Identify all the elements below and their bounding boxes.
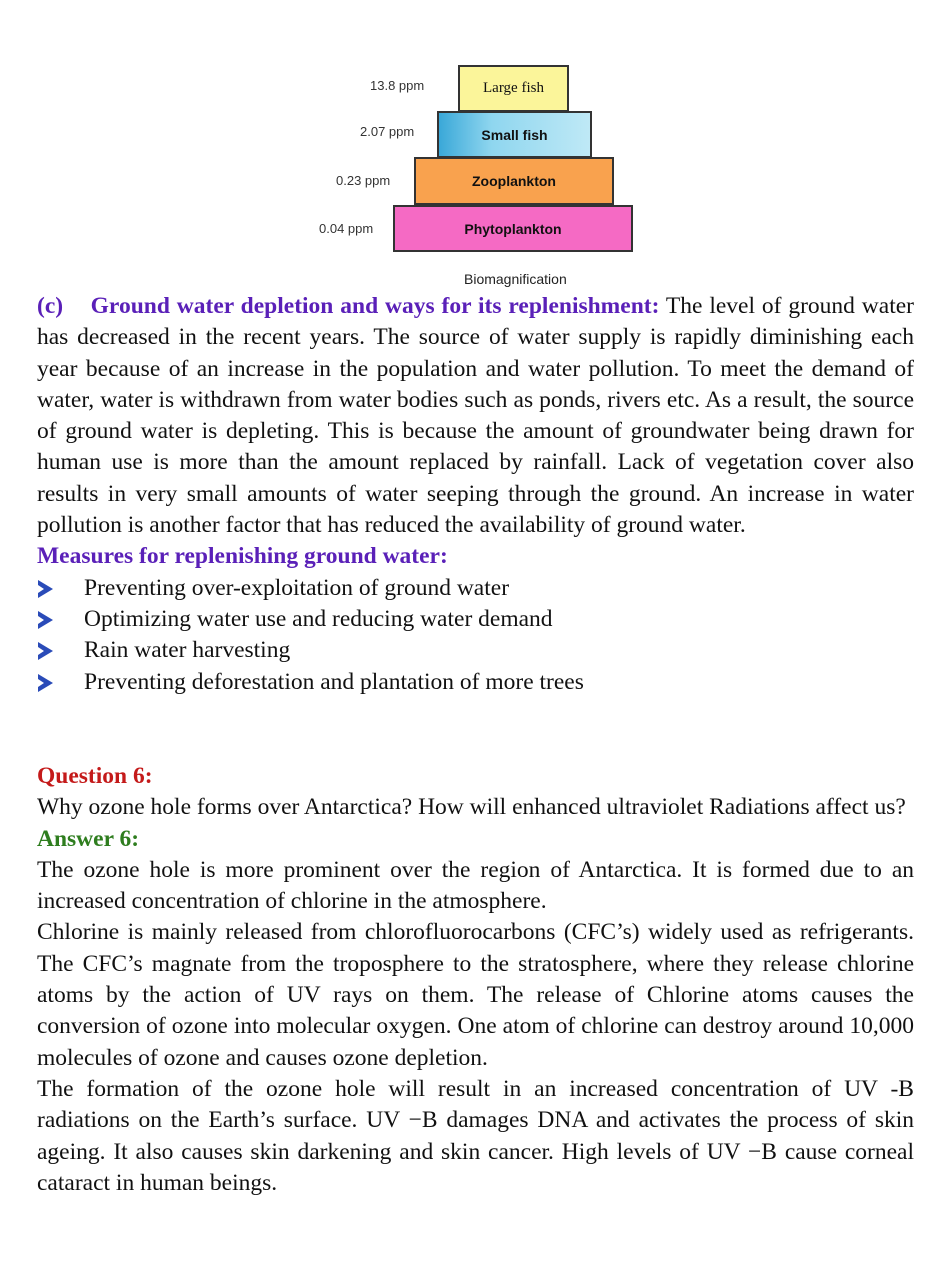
section-c-paragraph	[37, 291, 914, 541]
answer-paragraph-3: The formation of the ozone hole will result in an increased concentration of UV -B radiations on the Earth’s surface. UV −B damages DNA and activates the process of skin ageing. It also causes skin darkening and skin cancer. High levels of UV −B cause corneal cataract in human beings.	[37, 1075, 914, 1196]
list-item	[37, 635, 914, 666]
list-item-text: Optimizing water use and reducing water demand	[84, 605, 553, 632]
ppm-small-fish: 2.07 ppm	[360, 124, 415, 139]
figure-caption: Biomagnification	[464, 271, 567, 287]
list-item-text: Preventing deforestation and plantation of more trees	[84, 668, 584, 695]
level-label: Small fish	[481, 126, 548, 143]
level-zooplankton	[414, 157, 614, 205]
list-item	[37, 573, 914, 604]
question-text: Why ozone hole forms over Antarctica? How will enhanced ultraviolet Radiations affect us?	[37, 794, 906, 821]
list-item	[37, 667, 914, 698]
question-title: Question 6:	[37, 763, 153, 789]
answer-paragraph-1: The ozone hole is more prominent over the region of Antarctica. It is formed due to an increased concentration of chlorine in the atmosphere.	[37, 856, 914, 915]
measures-title: Measures for replenishing ground water:	[37, 543, 448, 570]
level-small-fish	[437, 111, 592, 158]
list-item-text: Preventing over-exploitation of ground water	[84, 574, 510, 601]
measures-list	[37, 573, 914, 698]
level-phytoplankton	[393, 205, 633, 252]
section-marker: (c)	[37, 293, 64, 319]
arrow-bullet-icon	[38, 674, 53, 692]
level-large-fish	[458, 65, 569, 112]
section-c	[37, 291, 914, 698]
answer-title: Answer 6:	[37, 825, 140, 852]
ppm-large-fish: 13.8 ppm	[370, 78, 425, 93]
ppm-phytoplankton: 0.04 ppm	[319, 221, 374, 236]
level-label: Zooplankton	[472, 173, 556, 189]
arrow-bullet-icon	[38, 580, 53, 598]
level-label: Phytoplankton	[464, 220, 562, 237]
list-item	[37, 604, 914, 635]
list-item-text: Rain water harvesting	[84, 637, 291, 664]
level-label: Large fish	[483, 80, 544, 96]
question-6-section	[37, 761, 914, 1199]
ppm-zooplankton: 0.23 ppm	[336, 173, 391, 188]
answer-paragraph-2: Chlorine is mainly released from chlorofluorocarbons (CFC’s) widely used as refrigerants. The CFC’s magnate from the troposphere to the stratosphere, where they release chlorine atoms by the action of UV rays on them. The release of Chlorine atoms causes the conversion of ozone into molecular oxygen. One atom of chlorine can destroy around 10,000 molecules of ozone and causes ozone depletion.	[37, 919, 914, 1071]
section-heading: Ground water depletion and ways for its replenishment:	[90, 293, 660, 319]
arrow-bullet-icon	[38, 611, 53, 629]
arrow-bullet-icon	[38, 642, 53, 660]
biomagnification-figure	[0, 0, 941, 300]
section-body: The level of ground water has decreased in the recent years. The source of water supply is rapidly diminishing each year because of an increase in the population and water pollution. To meet the demand of water, water is withdrawn from water bodies such as ponds, rivers etc. As a result, the source of ground water is depleting. This is because the amount of groundwater being drawn for human use is more than the amount replaced by rainfall. Lack of vegetation cover also results in very small amounts of water seeping through the ground. An increase in water pollution is another factor that has reduced the availability of ground water.	[37, 293, 914, 539]
